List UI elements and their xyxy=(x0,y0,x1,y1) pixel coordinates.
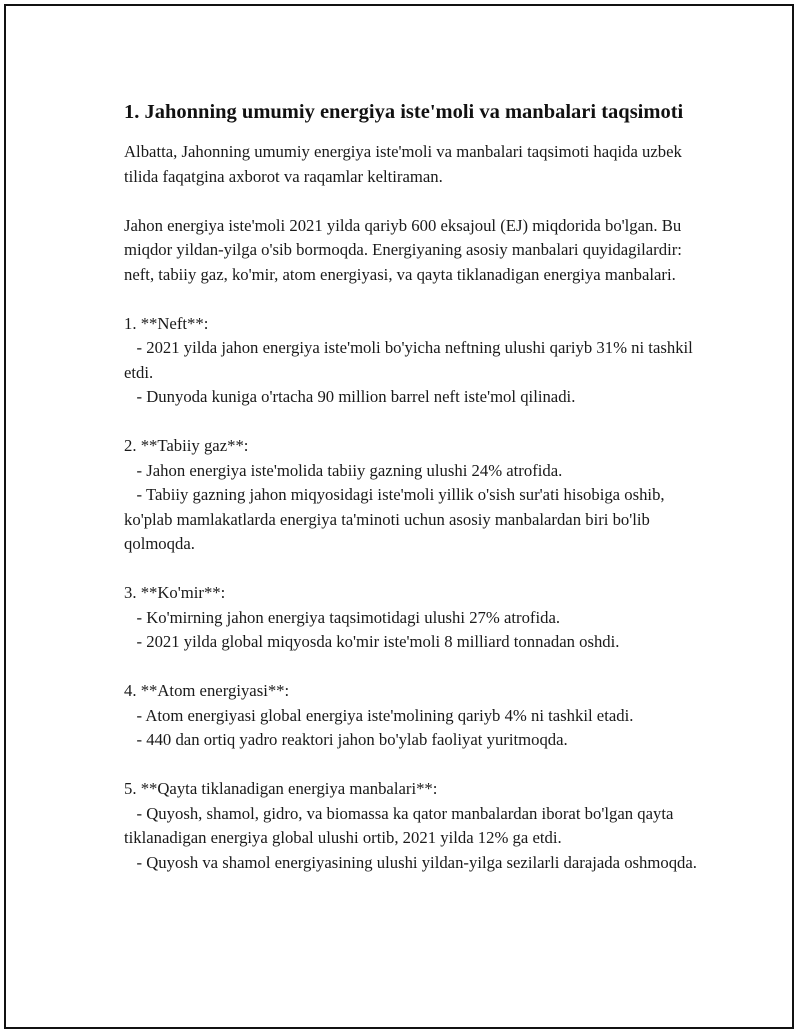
paragraph-gap xyxy=(124,753,704,778)
section-item: - Jahon energiya iste'molida tabiiy gazning ulushi 24% atrofida. xyxy=(124,460,563,480)
section-neft xyxy=(124,312,704,410)
paragraph-gap xyxy=(124,189,704,214)
paragraph-gap xyxy=(124,287,704,312)
section-item: - 2021 yilda global miqyosda ko'mir iste'moli 8 milliard tonnadan oshdi. xyxy=(124,632,620,651)
section-atom-energiyasi xyxy=(124,679,704,753)
section-heading: 3. **Ko'mir**: xyxy=(124,583,226,602)
paragraph-gap xyxy=(124,655,704,680)
section-item: - Tabiiy gazning jahon miqyosidagi iste'moli yillik o'sish sur'ati hisobiga oshib, ko'plab mamlakatlarda energiya ta'minoti uchun asosiy manbalardan biri bo'lib qolmoqda. xyxy=(124,485,669,553)
section-item: - Dunyoda kuniga o'rtacha 90 million barrel neft iste'mol qilinadi. xyxy=(124,387,576,406)
overview-paragraph: Jahon energiya iste'moli 2021 yilda qariyb 600 eksajoul (EJ) miqdorida bo'lgan. Bu miqdor yildan-yilga o'sib bormoqda. Energiyaning asosiy manbalari quyidagilardir: neft, tabiiy gaz, ko'mir, atom energiyasi, va qayta tiklanadigan energiya manbalari. xyxy=(124,215,687,284)
section-item: - Quyosh, shamol, gidro, va biomassa ka qator manbalardan iborat bo'lgan qayta tiklanadigan energiya global ulushi ortib, 2021 yilda 12% ga etdi. xyxy=(124,803,678,847)
paragraph-gap xyxy=(124,410,704,435)
section-item: - 2021 yilda jahon energiya iste'moli bo'yicha neftning ulushi qariyb 31% ni tashkil etdi. xyxy=(124,338,697,382)
section-item: - Quyosh va shamol energiyasining ulushi yildan-yilga sezilarli darajada oshmoqda. xyxy=(124,852,697,872)
paragraph-gap xyxy=(124,557,704,582)
intro-paragraph: Albatta, Jahonning umumiy energiya iste'moli va manbalari taqsimoti haqida uzbek tilida faqatgina axborot va raqamlar keltiraman. xyxy=(124,142,687,186)
section-tabiiy-gaz xyxy=(124,434,704,557)
section-qayta-tiklanadigan xyxy=(124,777,704,875)
document-title: 1. Jahonning umumiy energiya iste'moli va manbalari taqsimoti xyxy=(124,101,684,123)
section-heading: 4. **Atom energiyasi**: xyxy=(124,681,290,700)
section-komir xyxy=(124,581,704,655)
section-heading: 5. **Qayta tiklanadigan energiya manbalari**: xyxy=(124,779,438,798)
page-frame xyxy=(4,4,794,1029)
document-body xyxy=(124,98,704,875)
section-heading: 2. **Tabiiy gaz**: xyxy=(124,436,249,455)
section-item: - 440 dan ortiq yadro reaktori jahon bo'ylab faoliyat yuritmoqda. xyxy=(124,730,568,749)
section-item: - Atom energiyasi global energiya iste'molining qariyb 4% ni tashkil etadi. xyxy=(124,705,634,725)
section-item: - Ko'mirning jahon energiya taqsimotidagi ulushi 27% atrofida. xyxy=(124,607,561,627)
section-heading: 1. **Neft**: xyxy=(124,313,209,333)
